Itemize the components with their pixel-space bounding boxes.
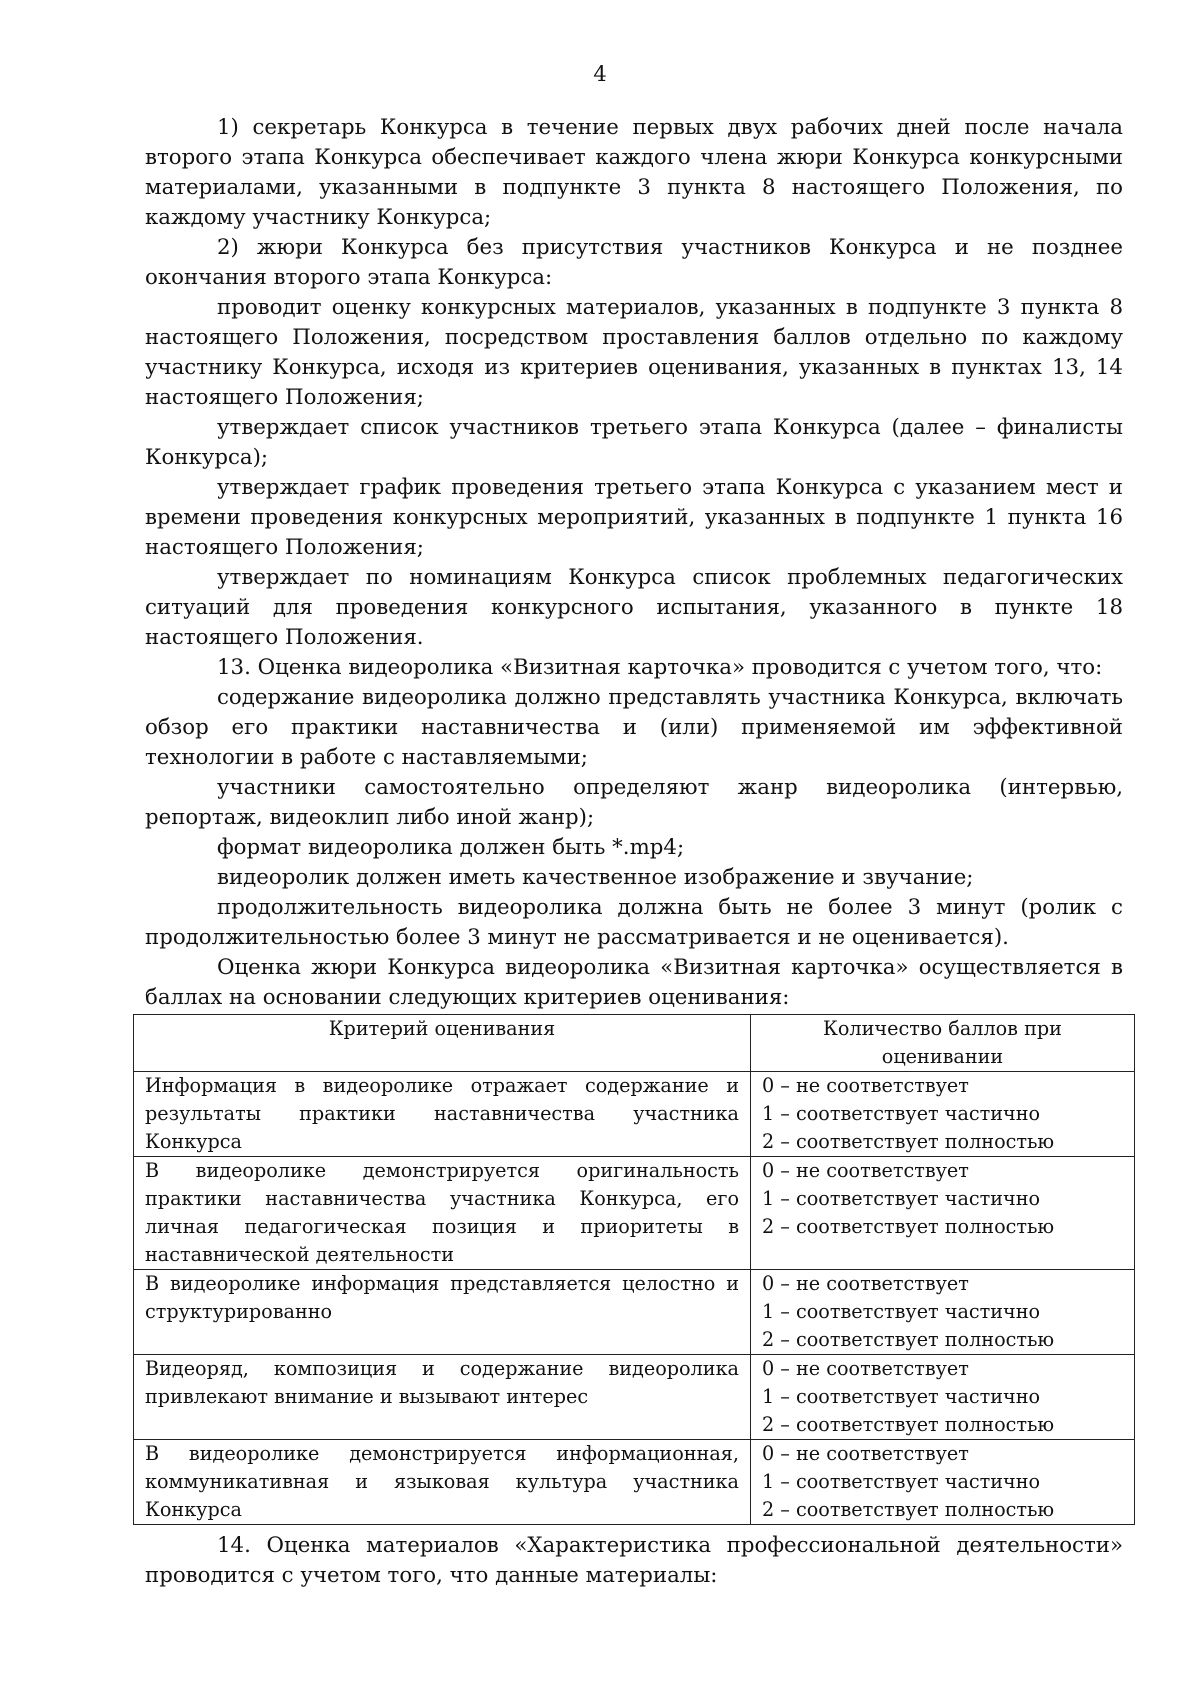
criterion-cell: В видеоролике демонстрируется информационная, коммуникативная и языковая культура участника Конкурса [134, 1440, 751, 1525]
paragraph: содержание видеоролика должно представлять участника Конкурса, включать обзор его практики наставничества и (или) применяемой им эффективной технологии в работе с наставляемыми; [145, 685, 1123, 770]
score-option: 2 – соответствует полностью [762, 1130, 1055, 1153]
score-cell [751, 1440, 1135, 1525]
paragraph: Оценка жюри Конкурса видеоролика «Визитная карточка» осуществляется в баллах на основании следующих критериев оценивания: [145, 955, 1123, 1010]
criteria-table [133, 1014, 1135, 1525]
table-row [134, 1355, 1135, 1440]
score-column-header: Количество баллов при оценивании [751, 1015, 1135, 1072]
paragraph: проводит оценку конкурсных материалов, указанных в подпункте 3 пункта 8 настоящего Положения, посредством проставления баллов отдельно по каждому участнику Конкурса, исходя из критериев оценивания, указанных в пунктах 13, 14 настоящего Положения; [145, 295, 1123, 410]
score-cell [751, 1270, 1135, 1355]
score-option: 0 – не соответствует [762, 1272, 969, 1295]
paragraph: продолжительность видеоролика должна быть не более 3 минут (ролик с продолжительностью более 3 минут не рассматривается и не оценивается). [145, 895, 1123, 950]
score-option: 2 – соответствует полностью [762, 1413, 1055, 1436]
score-option: 1 – соответствует частично [762, 1102, 1041, 1125]
criterion-cell: Информация в видеоролике отражает содержание и результаты практики наставничества участника Конкурса [134, 1072, 751, 1157]
score-option: 0 – не соответствует [762, 1357, 969, 1380]
table-row [134, 1072, 1135, 1157]
paragraph: 1) секретарь Конкурса в течение первых двух рабочих дней после начала второго этапа Конкурса обеспечивает каждого члена жюри Конкурса конкурсными материалами, указанными в подпункте 3 пункта 8 настоящего Положения, по каждому участнику Конкурса; [145, 115, 1123, 230]
score-option: 1 – соответствует частично [762, 1385, 1041, 1408]
table-header-row [134, 1015, 1135, 1072]
score-cell [751, 1157, 1135, 1270]
score-option: 2 – соответствует полностью [762, 1498, 1055, 1521]
page-number: 4 [593, 62, 607, 86]
paragraph: 14. Оценка материалов «Характеристика профессиональной деятельности» проводится с учетом того, что данные материалы: [145, 1533, 1123, 1588]
score-option: 1 – соответствует частично [762, 1470, 1041, 1493]
score-option: 1 – соответствует частично [762, 1187, 1041, 1210]
score-option: 0 – не соответствует [762, 1074, 969, 1097]
paragraph: 13. Оценка видеоролика «Визитная карточка» проводится с учетом того, что: [217, 655, 1103, 680]
paragraph: утверждает график проведения третьего этапа Конкурса с указанием мест и времени проведения конкурсных мероприятий, указанных в подпункте 1 пункта 16 настоящего Положения; [145, 475, 1123, 560]
criterion-column-header: Критерий оценивания [134, 1015, 751, 1072]
paragraph: 2) жюри Конкурса без присутствия участников Конкурса и не позднее окончания второго этапа Конкурса: [145, 235, 1123, 290]
paragraph: видеоролик должен иметь качественное изображение и звучание; [217, 865, 974, 890]
criterion-cell: В видеоролике демонстрируется оригинальность практики наставничества участника Конкурса, его личная педагогическая позиция и приоритеты в наставнической деятельности [134, 1157, 751, 1270]
table-row [134, 1157, 1135, 1270]
score-option: 0 – не соответствует [762, 1159, 969, 1182]
paragraph: утверждает по номинациям Конкурса список проблемных педагогических ситуаций для проведения конкурсного испытания, указанного в пункте 18 настоящего Положения. [145, 565, 1123, 650]
paragraph: формат видеоролика должен быть *.mp4; [217, 835, 685, 860]
score-cell [751, 1072, 1135, 1157]
score-option: 2 – соответствует полностью [762, 1215, 1055, 1238]
score-option: 1 – соответствует частично [762, 1300, 1041, 1323]
score-option: 0 – не соответствует [762, 1442, 969, 1465]
paragraph: участники самостоятельно определяют жанр видеоролика (интервью, репортаж, видеоклип либо иной жанр); [145, 775, 1123, 830]
table-row [134, 1270, 1135, 1355]
criterion-cell: Видеоряд, композиция и содержание видеоролика привлекают внимание и вызывают интерес [134, 1355, 751, 1440]
score-option: 2 – соответствует полностью [762, 1328, 1055, 1351]
table-row [134, 1440, 1135, 1525]
score-cell [751, 1355, 1135, 1440]
document-body [145, 113, 1123, 1591]
criterion-cell: В видеоролике информация представляется целостно и структурированно [134, 1270, 751, 1355]
paragraph: утверждает список участников третьего этапа Конкурса (далее – финалисты Конкурса); [145, 415, 1123, 470]
